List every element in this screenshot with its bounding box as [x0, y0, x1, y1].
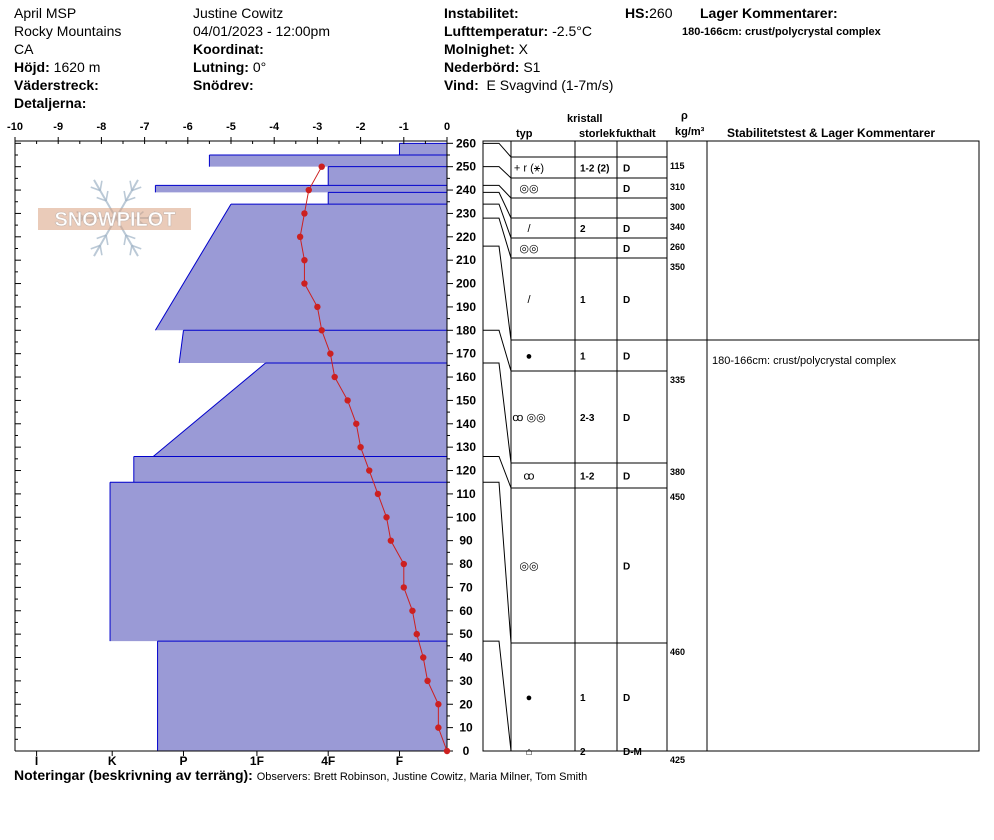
height-tick-label: 200	[455, 276, 477, 291]
layer-comments-label: Lager Kommentarer:	[700, 5, 838, 21]
height-tick-label: 80	[459, 557, 473, 572]
height-tick-label: 60	[459, 603, 473, 618]
observation-datetime: 04/01/2023 - 12:00pm	[193, 23, 330, 39]
height-tick-label: 70	[459, 580, 473, 595]
grain-size-value: 1-2 (2)	[580, 163, 610, 175]
height-tick-label: 250	[455, 159, 477, 174]
col-header-stability: Stabilitetstest & Lager Kommentarer	[727, 126, 936, 140]
logo-wordmark: SNOWPILOT	[54, 209, 176, 231]
height-tick-label: 50	[459, 627, 473, 642]
grain-type-symbol: ◎◎	[519, 243, 539, 255]
density-value: 460	[670, 647, 686, 657]
moisture-value: D	[623, 471, 631, 483]
precipitation-label: Nederbörd:	[444, 59, 520, 75]
temperature-point	[306, 187, 312, 193]
logo-snowflake-branch	[100, 245, 102, 255]
temperature-point	[375, 491, 381, 497]
sky-cover-value: X	[518, 41, 528, 57]
hardness-segment	[134, 457, 447, 483]
hardness-tick-label: P	[179, 754, 188, 768]
location-name: April MSP	[14, 5, 77, 21]
temperature-point	[319, 327, 325, 333]
hardness-segment	[328, 192, 447, 204]
hardness-segment	[153, 363, 447, 456]
density-value: 115	[670, 161, 685, 171]
temperature-point	[327, 350, 333, 356]
temperature-point	[424, 678, 430, 684]
density-value: 350	[670, 262, 686, 272]
temperature-tick-label: -1	[398, 121, 409, 133]
density-value: 425	[670, 755, 686, 765]
temperature-point	[297, 234, 303, 240]
layer-connector-line	[483, 185, 511, 198]
col-header-typ: typ	[516, 128, 533, 140]
temperature-tick-label: -4	[269, 121, 280, 133]
density-value: 310	[670, 182, 686, 192]
grain-type-symbol: /	[527, 294, 531, 306]
height-tick-label: 0	[462, 744, 470, 758]
hardness-tick-label: F	[395, 754, 404, 768]
height-tick-label: 150	[455, 393, 477, 408]
hardness-segment	[179, 330, 447, 363]
notes-label: Noteringar (beskrivning av terräng):	[14, 767, 253, 783]
grain-type-symbol: ●	[525, 350, 533, 363]
height-tick-label: 140	[455, 416, 477, 431]
temperature-point	[401, 561, 407, 567]
height-tick-label: 120	[455, 463, 477, 478]
coordinate-label: Koordinat:	[193, 41, 264, 57]
layer-connector-line	[483, 167, 511, 178]
stability-comment: 180-166cm: crust/polycrystal complex	[712, 355, 897, 367]
height-tick-label: 260	[455, 136, 477, 151]
hardness-tick-label: 4F	[321, 754, 336, 768]
layer-comment-top-text: 180-166cm: crust/polycrystal complex	[682, 26, 881, 38]
density-value: 300	[670, 202, 686, 212]
temperature-point	[401, 584, 407, 590]
range-name: Rocky Mountains	[14, 23, 122, 39]
height-tick-label: 230	[455, 206, 477, 221]
density-value: 260	[670, 242, 686, 252]
height-tick-label: 180	[455, 323, 477, 338]
height-tick-label: 110	[456, 486, 476, 501]
grain-type-symbol: /	[527, 223, 531, 235]
col-header-storlek: storlek	[579, 128, 616, 140]
col-header-kristall: kristall	[567, 113, 603, 125]
slope-label: Lutning:	[193, 59, 249, 75]
height-tick-label: 130	[455, 440, 477, 455]
hardness-tick-label: 1F	[249, 754, 264, 768]
drift-label: Snödrev:	[193, 77, 254, 93]
hardness-tick-label: I	[34, 754, 39, 768]
temperature-point	[435, 701, 441, 707]
height-tick-label: 240	[455, 183, 477, 198]
height-tick-label: 30	[459, 673, 473, 688]
instability-label: Instabilitet:	[444, 5, 519, 21]
height-tick-label: 90	[459, 533, 473, 548]
moisture-value: D	[623, 184, 631, 195]
temperature-point	[388, 537, 394, 543]
layer-connector-line	[483, 363, 511, 463]
col-header-fukthalt: fukthalt	[616, 128, 656, 140]
logo-snowflake-branch	[124, 191, 126, 201]
temperature-point	[357, 444, 363, 450]
temperature-tick-label: -7	[139, 121, 150, 133]
precipitation-value: S1	[523, 59, 541, 75]
hardness-segment	[399, 143, 447, 155]
moisture-value: D	[623, 244, 631, 255]
moisture-value: D	[623, 561, 631, 573]
temperature-point	[319, 163, 325, 169]
temperature-point	[383, 514, 389, 520]
hardness-tick-label: K	[107, 754, 117, 768]
temperature-tick-label: 0	[443, 121, 451, 133]
temperature-tick-label: -2	[355, 121, 366, 133]
height-tick-label: 40	[459, 650, 473, 665]
moisture-value: D	[623, 163, 631, 175]
moisture-value: D	[623, 351, 631, 363]
layer-connector-line	[483, 330, 511, 371]
grain-size-value: 1-2	[580, 471, 595, 483]
temperature-point	[314, 304, 320, 310]
grain-type-symbol: ⌂	[525, 746, 533, 758]
hardness-segment	[155, 185, 447, 192]
snow-height-value: 260	[649, 5, 673, 21]
air-temperature-label: Lufttemperatur:	[444, 23, 549, 39]
snow-height-label: HS:	[625, 5, 650, 21]
height-tick-label: 210	[455, 253, 477, 268]
temperature-point	[344, 397, 350, 403]
moisture-value: D	[623, 295, 631, 306]
grain-size-value: 2-3	[580, 413, 595, 424]
hardness-segment	[155, 204, 447, 330]
temperature-point	[301, 210, 307, 216]
layer-connector-line	[483, 246, 511, 340]
hardness-segment	[328, 167, 447, 186]
hardness-segment	[158, 641, 447, 751]
notes-text: Observers: Brett Robinson, Justine Cowitz, Maria Milner, Tom Smith	[256, 771, 588, 783]
temperature-point	[435, 724, 441, 730]
hardness-segment	[209, 155, 447, 167]
observer-name: Justine Cowitz	[193, 5, 284, 21]
layer-connector-line	[483, 218, 511, 258]
moisture-value: D	[623, 413, 631, 424]
temperature-point	[353, 421, 359, 427]
logo-snowflake-branch	[130, 245, 132, 255]
temperature-point	[409, 608, 415, 614]
grain-type-symbol: + r (⚹)	[513, 162, 545, 175]
logo-snowflake-branch	[106, 191, 108, 201]
temperature-tick-label: -9	[53, 121, 64, 133]
density-value: 380	[670, 467, 686, 477]
air-temperature-value: -2.5°C	[552, 23, 592, 39]
density-value: 335	[670, 375, 686, 385]
layer-connector-line	[483, 143, 511, 157]
temperature-point	[301, 257, 307, 263]
layer-connector-line	[483, 457, 511, 488]
elevation-value: 1620 m	[53, 59, 101, 75]
grain-size-value: 2	[580, 224, 586, 235]
logo-snowflake-branch	[124, 235, 126, 245]
layer-connector-line	[483, 192, 511, 218]
height-tick-label: 100	[455, 510, 477, 525]
grain-size-value: 2	[580, 747, 586, 758]
col-header-rho: ρ	[681, 110, 688, 122]
density-value: 340	[670, 222, 686, 232]
grain-size-value: 1	[580, 351, 586, 363]
density-value: 450	[670, 492, 686, 502]
notes	[14, 767, 587, 785]
temperature-point	[301, 280, 307, 286]
temperature-point	[366, 467, 372, 473]
temperature-point	[444, 748, 450, 754]
temperature-tick-label: -6	[182, 121, 193, 133]
logo-snowflake-branch	[106, 235, 108, 245]
slope-value: 0°	[252, 59, 267, 75]
moisture-value: D	[623, 224, 631, 235]
grain-type-symbol: ◎◎	[519, 183, 539, 195]
temperature-point	[331, 374, 337, 380]
hardness-segment	[110, 482, 447, 641]
moisture-value: D	[623, 693, 631, 704]
temperature-tick-label: -3	[312, 121, 323, 133]
temperature-point	[414, 631, 420, 637]
grain-type-symbol: ꝏ ◎◎	[512, 412, 546, 424]
temperature-tick-label: -10	[7, 121, 23, 133]
grain-type-symbol: ●	[525, 692, 533, 704]
height-tick-label: 10	[459, 720, 473, 735]
height-tick-label: 20	[459, 697, 473, 712]
moisture-value: D-M	[623, 747, 642, 758]
logo-snowflake-branch	[130, 181, 132, 191]
temperature-tick-label: -5	[226, 121, 236, 133]
grain-type-symbol: ꝏ	[523, 470, 535, 483]
details-label: Detaljerna:	[14, 95, 87, 111]
wind-label: Vind:	[444, 77, 479, 93]
height-tick-label: 160	[455, 370, 477, 385]
temperature-point	[420, 654, 426, 660]
col-header-density-unit: kg/m³	[675, 126, 705, 138]
grain-size-value: 1	[580, 295, 586, 306]
wind-value: E Svagvind (1-7m/s)	[486, 77, 614, 93]
height-tick-label: 170	[455, 346, 477, 361]
layer-connector-line	[483, 482, 511, 643]
height-tick-label: 190	[455, 299, 477, 314]
layer-table-frame	[483, 141, 979, 751]
aspect-label: Väderstreck:	[14, 77, 99, 93]
temperature-tick-label: -8	[96, 121, 107, 133]
grain-type-symbol: ◎◎	[519, 560, 539, 573]
grain-size-value: 1	[580, 693, 586, 704]
logo-snowflake-branch	[100, 181, 102, 191]
elevation-label: Höjd:	[14, 59, 50, 75]
sky-cover-label: Molnighet:	[444, 41, 515, 57]
height-tick-label: 220	[455, 229, 477, 244]
layer-connector-line	[483, 641, 511, 751]
state-name: CA	[14, 41, 34, 57]
